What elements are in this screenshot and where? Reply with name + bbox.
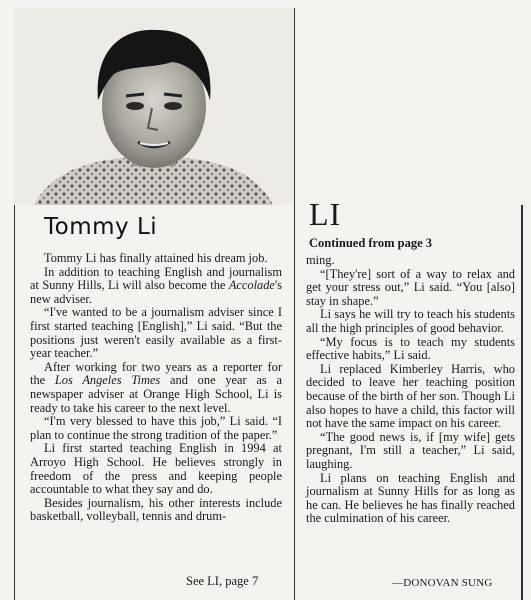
jump-line: See LI, page 7 (186, 574, 259, 588)
article-paragraph: Li says he will try to teach his students all the high principles of good behavior. (306, 307, 515, 335)
article-paragraph: After working for two years as a reporter for the Los Angeles Times and one year as a newspaper adviser at Orange High School, Li is ready to take his career to the next level. (30, 359, 282, 415)
right-column-rule (521, 205, 523, 600)
article-paragraph: Li replaced Kimberley Harris, who decided to leave her teaching position because of the birth of her son. Though Li also hopes to have a child, this factor will not have the same impact on his career. (306, 361, 515, 431)
article-paragraph: ming. (306, 253, 335, 267)
left-article-column (30, 252, 282, 524)
continuation-headline: LI (309, 196, 342, 232)
continued-from-line: Continued from page 3 (309, 236, 433, 250)
right-article-column (306, 254, 515, 526)
article-paragraph: “[They're] sort of a way to relax and get your stress out,” Li said. “You [also] stay in shape.” (306, 266, 515, 308)
article-paragraph: “My focus is to teach my students effective habits,” Li said. (306, 334, 515, 363)
portrait-image (14, 8, 293, 205)
article-paragraph: “The good news is, if [my wife] gets pregnant, I'm still a teacher,” Li said, laughing. (306, 429, 515, 471)
article-paragraph: Li plans on teaching English and journalism at Sunny Hills for as long as he can. He believes he has finally reached the culmination of his career. (306, 470, 515, 526)
photo-caption: Tommy Li (44, 214, 158, 240)
article-paragraph: In addition to teaching English and journalism at Sunny Hills, Li will also become the Accolade's new adviser. (30, 264, 282, 306)
byline-text: —DONOVAN SUNG (392, 577, 493, 589)
article-paragraph: “I'm very blessed to have this job,” Li said. “I plan to continue the strong tradition of the paper.” (30, 414, 282, 442)
portrait-photo (14, 8, 293, 205)
article-paragraph: Besides journalism, his other interests include basketball, volleyball, tennis and drum- (30, 495, 282, 524)
byline (392, 575, 493, 590)
article-paragraph: Li first started teaching English in 1994 at Arroyo High School. He believes strongly in freedom of the press and keeping people accountable to what they say and do. (30, 441, 282, 497)
article-paragraph: Tommy Li has finally attained his dream job. (44, 251, 268, 265)
article-paragraph: “I've wanted to be a journalism adviser since I first started teaching [English],” Li said. “But the positions just weren't easily available as a first-year teacher.” (30, 305, 282, 361)
